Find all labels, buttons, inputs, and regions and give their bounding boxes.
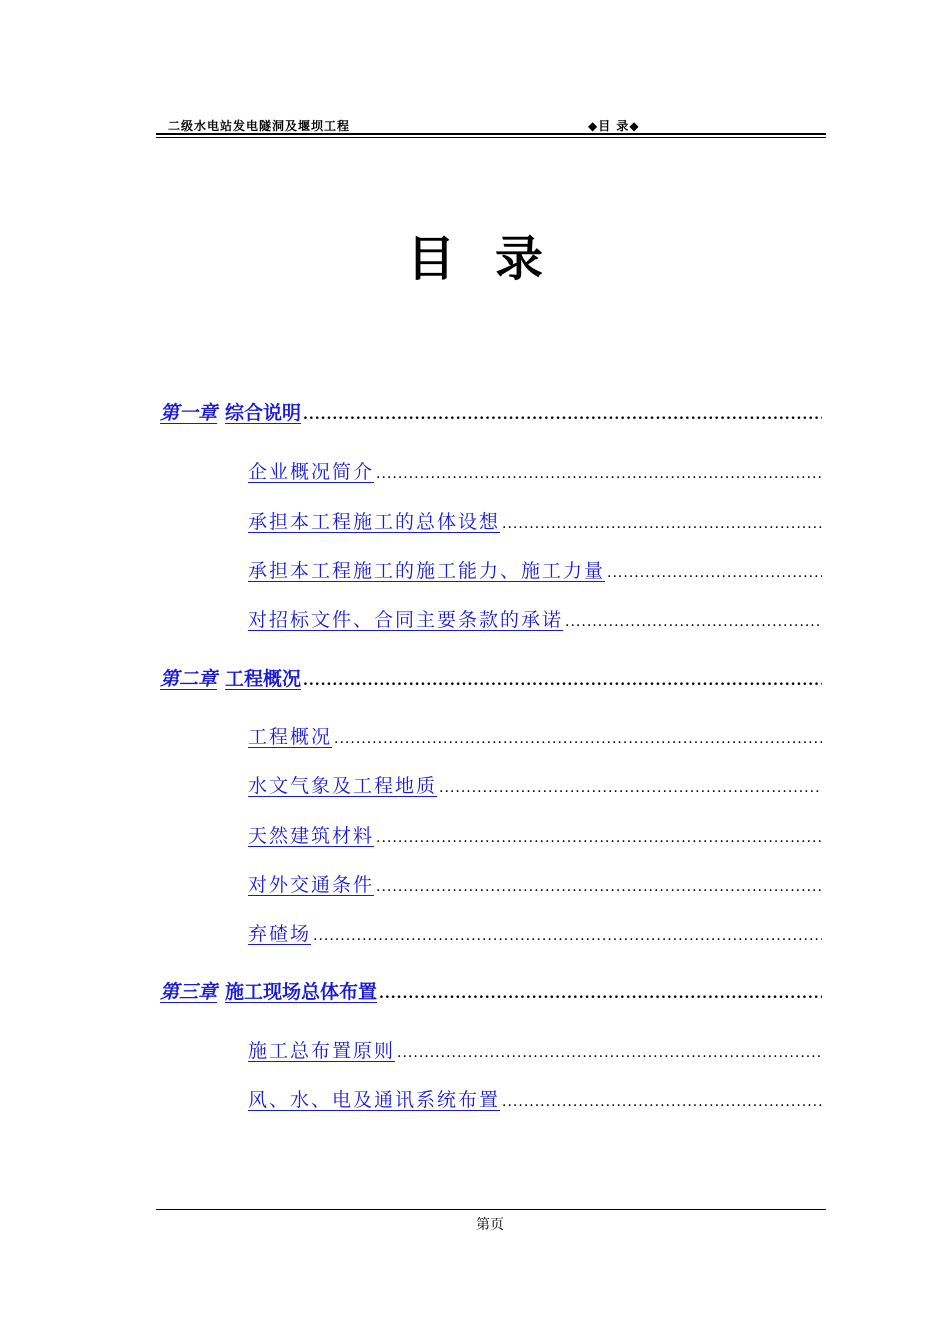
chapter-number: 第一章 <box>160 402 218 424</box>
toc-chapter-3[interactable] <box>160 977 822 1004</box>
dot-leader <box>313 928 822 944</box>
toc-section-link[interactable]: 天然建筑材料 <box>248 825 375 847</box>
dot-leader <box>397 1045 822 1061</box>
toc-section[interactable] <box>248 605 822 632</box>
dot-leader <box>303 673 822 689</box>
chapter-title: 施工现场总体布置 <box>225 981 378 1003</box>
toc-section[interactable] <box>248 1036 822 1063</box>
toc-section-link[interactable]: 工程概况 <box>248 726 333 748</box>
chapter-number: 第三章 <box>160 981 218 1003</box>
toc-section-link[interactable]: 对招标文件、合同主要条款的承诺 <box>248 609 564 631</box>
toc-section[interactable] <box>248 919 822 946</box>
toc-chapter-link[interactable] <box>160 664 301 691</box>
toc-chapter-1[interactable] <box>160 398 822 425</box>
toc-chapter-2[interactable] <box>160 664 822 691</box>
header-project-name: 二级水电站发电隧洞及堰坝工程 <box>168 119 351 133</box>
dot-leader <box>303 407 822 423</box>
toc-section[interactable] <box>248 457 822 484</box>
toc-section-link[interactable]: 水文气象及工程地质 <box>248 775 438 797</box>
toc-section-link[interactable]: 施工总布置原则 <box>248 1040 396 1062</box>
dot-leader <box>334 731 822 747</box>
document-title: 目录 <box>406 231 583 287</box>
dot-leader <box>607 565 822 581</box>
dot-leader <box>565 614 822 630</box>
toc-section[interactable] <box>248 870 822 897</box>
toc-chapter-link[interactable] <box>160 977 377 1004</box>
toc-section[interactable] <box>248 771 822 798</box>
toc-section-link[interactable]: 对外交通条件 <box>248 874 375 896</box>
dot-leader <box>376 830 822 846</box>
dot-leader <box>502 516 822 532</box>
toc-chapter-link[interactable] <box>160 398 301 425</box>
dot-leader <box>379 986 822 1002</box>
dot-leader <box>439 780 822 796</box>
toc-section-link[interactable]: 风、水、电及通讯系统布置 <box>248 1089 501 1111</box>
chapter-title: 综合说明 <box>225 402 302 424</box>
header-section-name: ◆目 录◆ <box>588 119 640 133</box>
footer-rule <box>156 1209 826 1210</box>
page-number-label: 第页 <box>476 1217 504 1233</box>
chapter-number: 第二章 <box>160 668 218 690</box>
dot-leader <box>376 879 822 895</box>
dot-leader <box>502 1094 822 1110</box>
toc-section[interactable] <box>248 507 822 534</box>
toc-section[interactable] <box>248 556 822 583</box>
dot-leader <box>376 466 822 482</box>
toc-section[interactable] <box>248 722 822 749</box>
chapter-title: 工程概况 <box>225 668 302 690</box>
toc-section-link[interactable]: 企业概况简介 <box>248 461 375 483</box>
toc-section-link[interactable]: 承担本工程施工的施工能力、施工力量 <box>248 560 606 582</box>
toc-section[interactable] <box>248 1085 822 1112</box>
toc-section-link[interactable]: 弃碴场 <box>248 923 312 945</box>
toc-section[interactable] <box>248 821 822 848</box>
toc-section-link[interactable]: 承担本工程施工的总体设想 <box>248 511 501 533</box>
